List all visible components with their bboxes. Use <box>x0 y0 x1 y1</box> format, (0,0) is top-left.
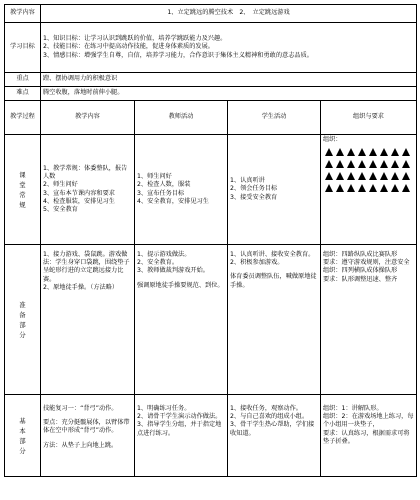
student-triangle-icon <box>347 148 355 156</box>
list-item: 2、领会任务目标 <box>230 185 278 193</box>
list-item: 3、宣布本节课内容和要求 <box>43 189 115 197</box>
student-triangle-icon <box>391 148 399 156</box>
warmup-content <box>41 245 135 395</box>
list-item: 组织：四路纵队成比赛队形 <box>323 251 398 258</box>
list-item: 3、宣布任务目标 <box>137 189 185 197</box>
list-item: 强调原地徒手操要规范、到位。 <box>137 281 224 289</box>
student-triangle-icon <box>336 184 344 192</box>
goals-label: 学习目标 <box>5 23 41 73</box>
list-item: 要点：充分挺髋展体，以臂体带体在空中形成“背弓”动作。 <box>43 419 130 435</box>
header-student: 学生活动 <box>228 101 321 135</box>
student-triangle-icon <box>380 160 388 168</box>
student-triangle-icon <box>358 172 366 180</box>
list-item: 1、接力游戏、袋鼠跳。游戏做法：学生身穿口袋跳，围绕垫子呈蛇形行进的立定跳远接力比赛。 <box>43 251 130 283</box>
student-triangle-icon <box>358 184 366 192</box>
main-teacher <box>135 395 228 477</box>
list-item: 3、指导学生分组，并于指定地点进行练习。 <box>137 421 222 437</box>
student-triangle-icon <box>391 160 399 168</box>
list-item: 1、认真听讲、接收安全教育。 <box>230 251 315 258</box>
student-triangle-icon <box>347 184 355 192</box>
formation-row <box>325 172 414 180</box>
student-triangle-icon <box>325 184 333 192</box>
student-triangle-icon <box>336 172 344 180</box>
student-triangle-icon <box>380 172 388 180</box>
list-item: 2、原地徒手操。（方法略） <box>43 283 119 291</box>
list-item: 4、检查服装，安排见习生 <box>43 197 115 205</box>
student-triangle-icon <box>369 184 377 192</box>
list-item: 2、师生问好 <box>43 181 78 189</box>
warmup-student <box>228 245 321 395</box>
list-item: 要求：认真练习，根据需求可将垫子折叠。 <box>323 429 410 445</box>
list-item: 体育委员调整队伍，喊做原地徒手操。 <box>230 273 317 289</box>
student-triangle-icon <box>369 172 377 180</box>
header-content: 教学内容 <box>41 101 135 135</box>
goal-item: 3、情感目标：增强学生自尊，自信，培养学习能力，合作意识于集体主义精神和勇敢的意志品质。 <box>43 51 313 59</box>
list-item: 5、安全教育 <box>43 205 78 213</box>
list-item: 2、安全教育。 <box>137 259 179 267</box>
student-triangle-icon <box>391 172 399 180</box>
formation-row <box>325 148 414 156</box>
list-item: 要求：遵守游戏规则，注意安全 <box>323 259 410 267</box>
list-item: 4、安全教育，安排见习生 <box>137 197 209 205</box>
list-item: 方法：从垫子上向地上跳。 <box>43 441 118 449</box>
content-value: 1、立定跳远的腾空技术 2、 立定跳远游戏 <box>41 5 417 23</box>
student-triangle-icon <box>325 148 333 156</box>
student-triangle-icon <box>347 160 355 168</box>
formation-diagram <box>325 148 414 192</box>
student-triangle-icon <box>336 160 344 168</box>
header-teacher: 教师活动 <box>135 101 228 135</box>
list-item: 3、骨干学生热心帮助，学们接收知道。 <box>230 421 315 437</box>
routine-content <box>41 135 135 245</box>
routine-teacher <box>135 135 228 245</box>
list-item: 1、师生问好 <box>137 173 172 181</box>
list-item: 组织：1：讲解队形。 <box>323 405 383 412</box>
student-triangle-icon <box>358 160 366 168</box>
list-item: 1、教学常规：体委整队，报告人数 <box>43 164 128 181</box>
list-item: 1、明确练习任务。 <box>137 405 191 412</box>
list-item: 2、检查人数，服装 <box>137 181 191 189</box>
student-triangle-icon <box>347 172 355 180</box>
warmup-teacher <box>135 245 228 395</box>
section-label-main: 基 本 部 分 <box>5 395 41 477</box>
list-item: 2、积极参加游戏。 <box>230 259 284 267</box>
list-item: 技能复习一：“背弓”动作。 <box>43 405 118 412</box>
student-triangle-icon <box>358 148 366 156</box>
diff-label: 难点 <box>5 87 41 101</box>
student-triangle-icon <box>336 148 344 156</box>
student-triangle-icon <box>325 160 333 168</box>
student-triangle-icon <box>402 160 410 168</box>
list-item: 1、认真听讲 <box>230 177 265 185</box>
student-triangle-icon <box>402 172 410 180</box>
list-item: 2、与自己喜欢的组成小组。 <box>230 413 309 421</box>
header-process: 教学过程 <box>5 101 41 135</box>
goals-list <box>41 23 417 73</box>
routine-org <box>321 135 417 245</box>
student-triangle-icon <box>369 148 377 156</box>
main-student <box>228 395 321 477</box>
org-label: 组织： <box>323 136 342 143</box>
diff-value: 腾空收腹，落地时前伸小腿。 <box>41 87 417 101</box>
student-triangle-icon <box>325 172 333 180</box>
formation-row <box>325 160 414 168</box>
list-item: 1、接收任务，观察动作。 <box>230 405 302 412</box>
goal-item: 2、技能目标：在练习中提高动作技能，促进身体素质的发展。 <box>43 43 214 51</box>
list-item: 3、教师做裁判游戏开始。 <box>137 267 209 275</box>
list-item: 2、请骨干学生演示动作做法。 <box>137 413 222 421</box>
list-item: 组织：2：在游戏场地上练习，每个小组用一块垫子， <box>323 413 414 429</box>
section-label-warmup: 准 备 部 分 <box>5 245 41 395</box>
list-item: 要求：队形调整迅速、整齐 <box>323 275 398 283</box>
student-triangle-icon <box>380 148 388 156</box>
routine-student <box>228 135 321 245</box>
main-content <box>41 395 135 477</box>
list-item: 1、提示游戏做法。 <box>137 251 191 258</box>
lesson-plan-table <box>4 4 417 477</box>
section-label-routine: 课 堂 常 规 <box>5 135 41 245</box>
lesson-plan-document <box>4 4 416 477</box>
main-org <box>321 395 417 477</box>
student-triangle-icon <box>402 184 410 192</box>
warmup-org <box>321 245 417 395</box>
student-triangle-icon <box>369 160 377 168</box>
header-org: 组织与要求 <box>321 101 417 135</box>
formation-row <box>325 184 414 192</box>
goal-item: 1、知识目标：让学习认识到跳跃的价值，培养学跳跃能力及兴趣。 <box>43 35 227 43</box>
student-triangle-icon <box>402 148 410 156</box>
list-item: 组织：四列横队成体操队形 <box>323 267 398 275</box>
student-triangle-icon <box>380 184 388 192</box>
content-label: 教学内容 <box>5 5 41 23</box>
key-value: 蹬、摆协调用力的积极意识 <box>41 73 417 87</box>
student-triangle-icon <box>391 184 399 192</box>
key-label: 重点 <box>5 73 41 87</box>
list-item: 3、接受安全教育 <box>230 193 278 201</box>
